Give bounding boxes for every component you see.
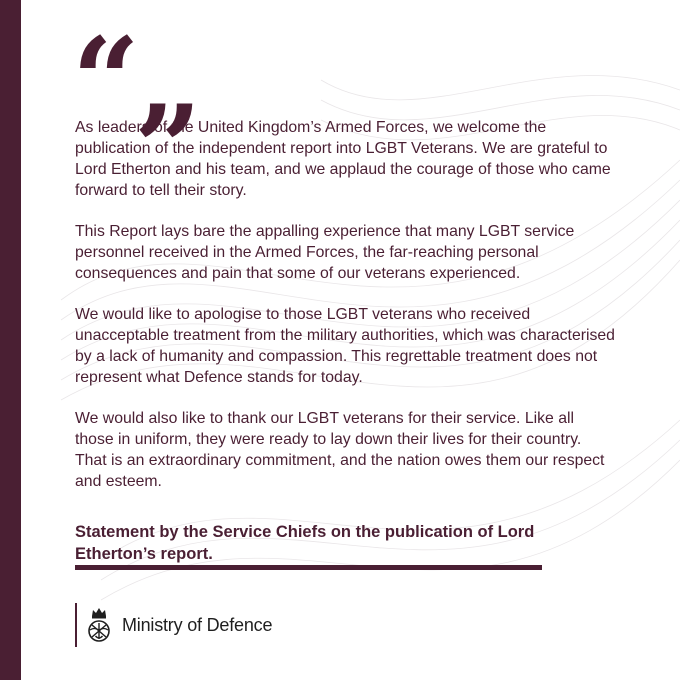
statement-body: [75, 117, 615, 565]
paragraph-1: As leaders of the United Kingdom’s Armed Forces, we welcome the publication of the independent report into LGBT Veterans. We are grateful to Lord Etherton and his team, and we applaud the courage of those who came forward to tell their story.: [75, 119, 611, 199]
statement-attribution: Statement by the Service Chiefs on the publication of Lord Etherton’s report.: [75, 523, 535, 563]
logo-divider: [75, 603, 77, 647]
mod-logo-text: Ministry of Defence: [122, 614, 273, 635]
divider-rule: [75, 565, 542, 570]
mod-logo: [75, 603, 272, 647]
paragraph-2: This Report lays bare the appalling experience that many LGBT service personnel received in the Armed Forces, the far-reaching personal consequences and pain that some of our veterans experienced.: [75, 223, 575, 282]
paragraph-4: We would also like to thank our LGBT veterans for their service. Like all those in uniform, they were ready to lay down their lives for their country. That is an extraordinary commitment, and the nation owes them our respect and esteem.: [75, 410, 605, 490]
mod-crest-icon: [84, 604, 114, 646]
paragraph-3: We would like to apologise to those LGBT veterans who received unacceptable treatment from the military authorities, which was characterised by a lack of humanity and compassion. This regrettable treatment does not represent what Defence stands for today.: [75, 306, 615, 386]
sidebar-accent-bar: [0, 0, 21, 680]
quotation-mark-icon: “„: [72, 11, 200, 150]
